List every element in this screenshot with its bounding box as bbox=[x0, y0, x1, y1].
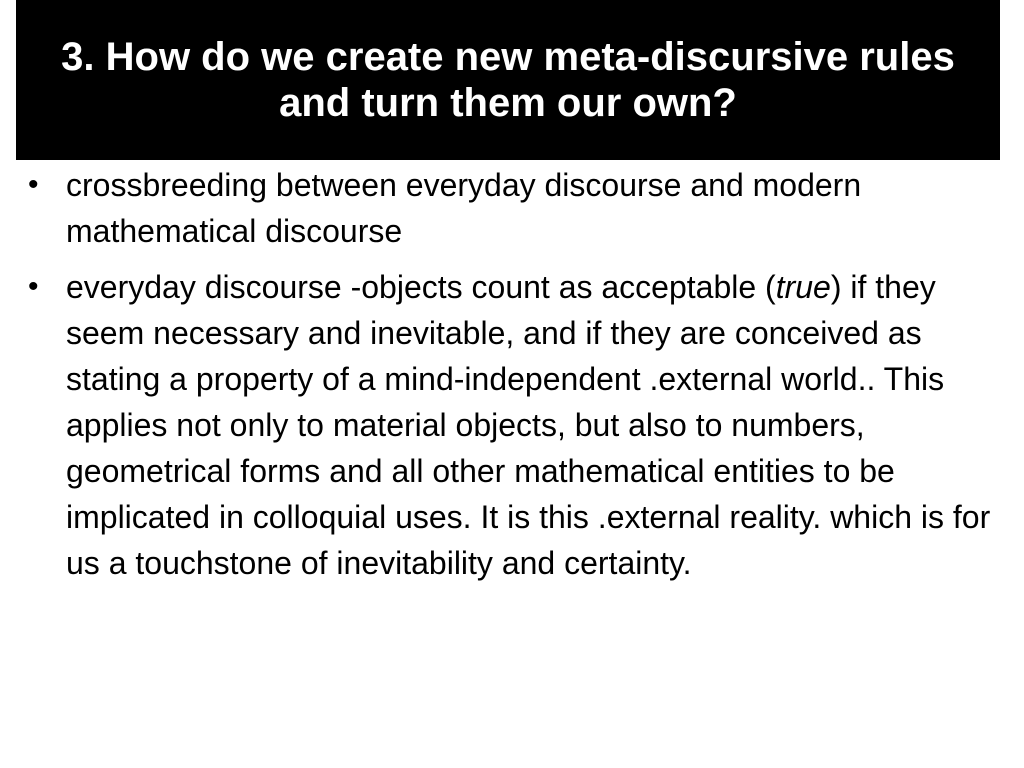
bullet-item bbox=[28, 162, 998, 254]
bullet-text-italic: true bbox=[775, 269, 831, 305]
bullet-text-before: everyday discourse -objects count as acceptable ( bbox=[66, 269, 776, 305]
bullet-dot-icon: • bbox=[28, 168, 39, 201]
slide-title: 3. How do we create new meta-discursive rules and turn them our own? bbox=[61, 35, 955, 125]
bullet-dot-icon: • bbox=[28, 270, 39, 303]
bullet-item bbox=[28, 264, 998, 586]
bullet-text bbox=[66, 264, 998, 586]
bullet-text: crossbreeding between everyday discourse and modern mathematical discourse bbox=[66, 167, 862, 249]
bullet-text-after: ) if they seem necessary and inevitable, and if they are conceived as stating a property of a mind-independent .external world.. This applies not only to material objects, but also to numbers, geometrical forms and all other mathematical entities to be implicated in colloquial uses. It is this .external reality. which is for us a touchstone of inevitability and certainty. bbox=[66, 269, 991, 581]
bullet-list bbox=[28, 162, 998, 596]
title-bar bbox=[16, 0, 1000, 160]
